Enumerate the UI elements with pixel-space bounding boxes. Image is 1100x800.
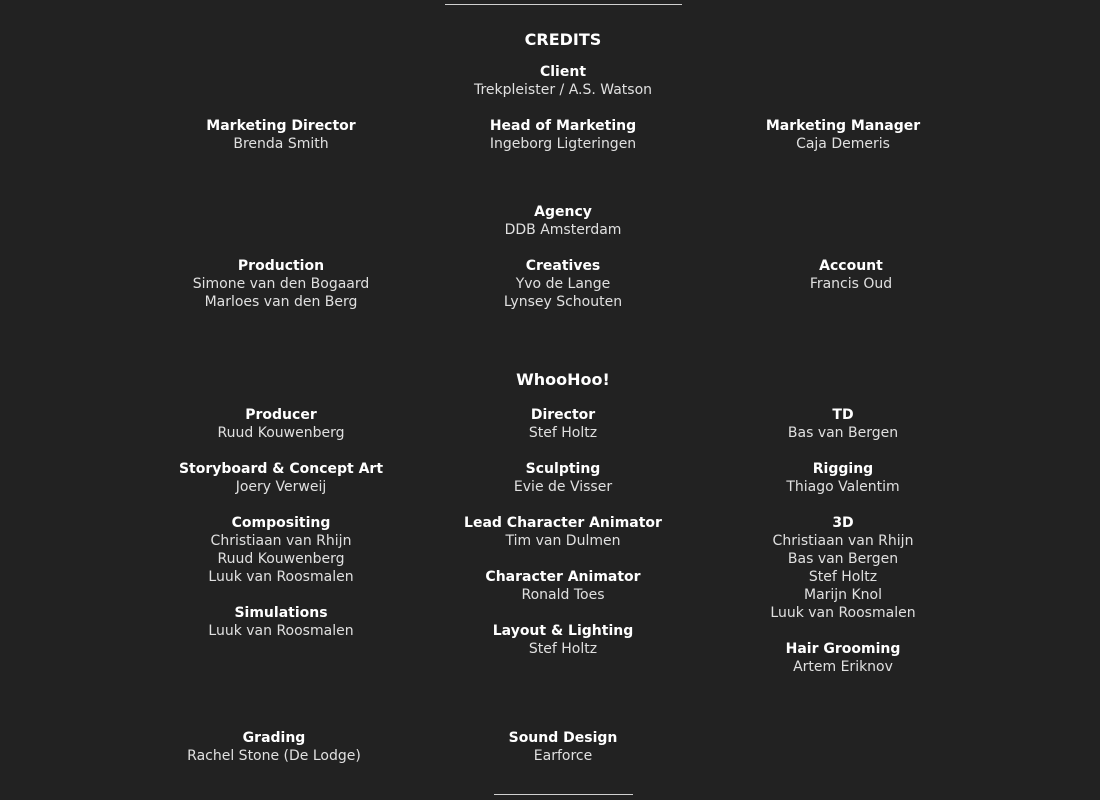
credit-name: Tim van Dulmen — [505, 533, 621, 549]
credit-name: Marijn Knol — [803, 587, 883, 603]
credit-role: Sculpting — [525, 461, 601, 477]
credit-agency — [403, 203, 723, 239]
credit-role: Rigging — [812, 461, 874, 477]
credit-name: Ronald Toes — [521, 587, 605, 603]
credit-name: Lynsey Schouten — [503, 294, 623, 310]
credit-producer — [121, 406, 441, 442]
credit-storyboard — [121, 460, 441, 496]
credit-grading — [114, 729, 434, 765]
credit-name: Luuk van Roosmalen — [208, 623, 354, 639]
credit-name: Artem Eriknov — [793, 659, 893, 675]
credit-name: Christiaan van Rhijn — [772, 533, 914, 549]
credit-marketing-director — [121, 117, 441, 153]
credit-name: Earforce — [533, 748, 593, 764]
credit-role: 3D — [832, 515, 854, 531]
credit-sound-design — [403, 729, 723, 765]
credit-role: Client — [539, 64, 587, 80]
credit-role: Director — [530, 407, 596, 423]
credit-name: Marloes van den Berg — [204, 294, 358, 310]
bottom-divider — [494, 794, 633, 795]
credit-role: Simulations — [234, 605, 328, 621]
credit-name: Trekpleister / A.S. Watson — [473, 82, 653, 98]
credit-simulations — [121, 604, 441, 640]
credit-account — [691, 257, 1011, 293]
credit-name: Ruud Kouwenberg — [217, 551, 345, 567]
credit-role: Marketing Director — [206, 118, 356, 134]
credit-director — [403, 406, 723, 442]
studio-heading: WhooHoo! — [516, 370, 610, 389]
credit-name: Luuk van Roosmalen — [770, 605, 916, 621]
credit-name: Bas van Bergen — [787, 425, 899, 441]
credit-name: Caja Demeris — [796, 136, 890, 152]
credit-head-of-marketing — [403, 117, 723, 153]
credit-name: Ingeborg Ligteringen — [489, 136, 637, 152]
credit-role: Compositing — [231, 515, 331, 531]
credit-compositing — [121, 514, 441, 586]
credit-role: Layout & Lighting — [492, 623, 634, 639]
credit-rigging — [683, 460, 1003, 496]
credit-role: Agency — [534, 204, 592, 220]
credit-role: Producer — [245, 407, 317, 423]
credit-3d — [683, 514, 1003, 622]
credit-name: Ruud Kouwenberg — [217, 425, 345, 441]
credit-name: Christiaan van Rhijn — [210, 533, 352, 549]
credit-name: Rachel Stone (De Lodge) — [187, 748, 361, 764]
credit-name: Simone van den Bogaard — [192, 276, 370, 292]
credit-role: Sound Design — [508, 730, 618, 746]
credit-role: TD — [832, 407, 854, 423]
credit-name: Stef Holtz — [528, 641, 598, 657]
credits-heading: CREDITS — [524, 30, 602, 49]
credit-creatives — [403, 257, 723, 311]
credit-marketing-manager — [683, 117, 1003, 153]
credit-sculpting — [403, 460, 723, 496]
credit-role: Creatives — [525, 258, 601, 274]
credit-name: Stef Holtz — [808, 569, 878, 585]
credit-role: Storyboard & Concept Art — [178, 461, 384, 477]
credit-td — [683, 406, 1003, 442]
credit-role: Character Animator — [485, 569, 641, 585]
credit-role: Grading — [242, 730, 306, 746]
credit-name: Brenda Smith — [233, 136, 329, 152]
credit-name: Thiago Valentim — [786, 479, 900, 495]
credit-name: Luuk van Roosmalen — [208, 569, 354, 585]
credit-name: Yvo de Lange — [515, 276, 611, 292]
credit-lead-character-animator — [403, 514, 723, 550]
credit-role: Head of Marketing — [489, 118, 637, 134]
credit-client — [403, 63, 723, 99]
credit-character-animator — [403, 568, 723, 604]
credit-name: Bas van Bergen — [787, 551, 899, 567]
credit-role: Hair Grooming — [785, 641, 901, 657]
credit-production — [121, 257, 441, 311]
credit-role: Account — [819, 258, 883, 274]
top-divider — [445, 4, 682, 5]
credit-role: Lead Character Animator — [464, 515, 662, 531]
credit-name: Joery Verweij — [235, 479, 327, 495]
credit-role: Production — [237, 258, 325, 274]
credit-name: Evie de Visser — [513, 479, 613, 495]
credit-name: DDB Amsterdam — [504, 222, 622, 238]
credit-name: Francis Oud — [809, 276, 893, 292]
credit-hair-grooming — [683, 640, 1003, 676]
credit-layout-lighting — [403, 622, 723, 658]
credit-name: Stef Holtz — [528, 425, 598, 441]
credit-role: Marketing Manager — [765, 118, 921, 134]
